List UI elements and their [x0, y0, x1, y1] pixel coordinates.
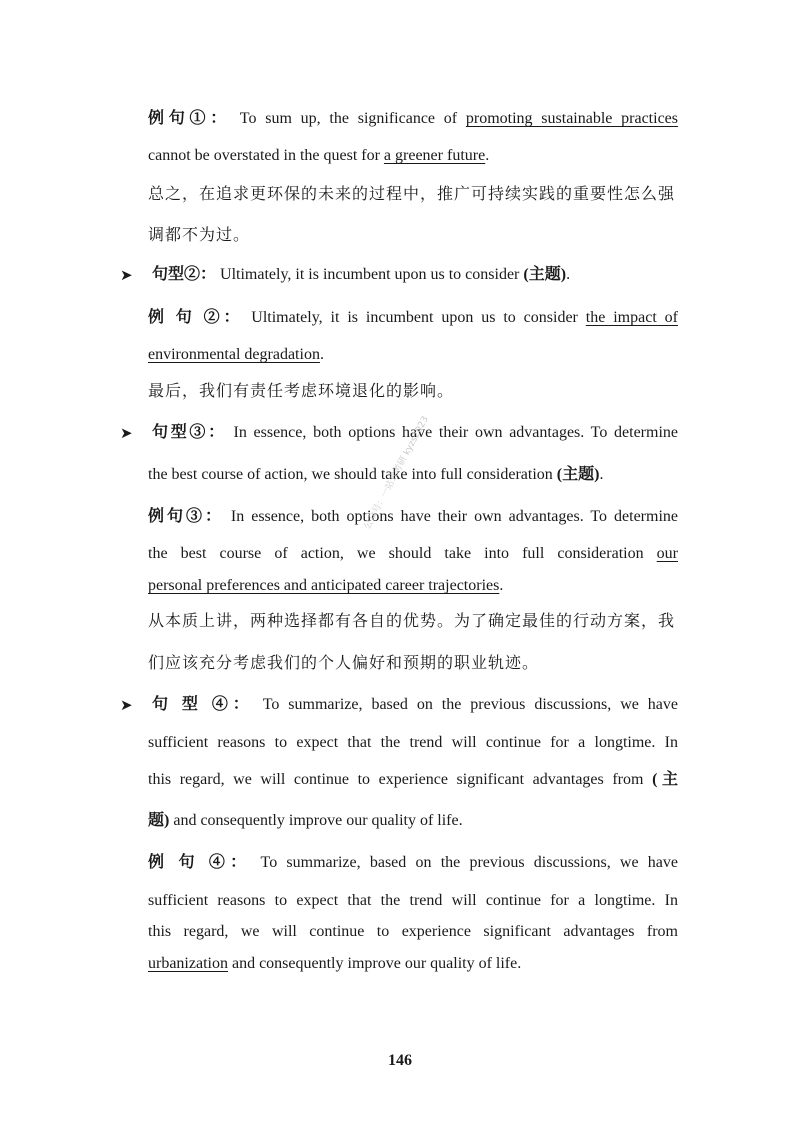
underlined-phrase: urbanization	[148, 955, 228, 972]
example-1-line-1: 例句①： To sum up, the significance of promoting sustainable practices	[148, 110, 679, 127]
bullet-arrow-icon: ➤	[120, 266, 133, 284]
example-4-line-2: sufficient reasons to expect that the trend will continue for a longtime. In	[148, 892, 678, 909]
underlined-phrase: promoting sustainable practices	[465, 110, 679, 127]
pattern-4-label: 句 型 ④：	[152, 696, 254, 713]
underlined-phrase: a greener future	[383, 147, 486, 164]
example-2-line-2: environmental degradation.	[148, 346, 324, 363]
example-1-translation-2: 调都不为过。	[148, 225, 251, 244]
pattern-4-line-2: sufficient reasons to expect that the trend will continue for a longtime. In	[148, 734, 678, 751]
example-2-line-1: 例 句 ②： Ultimately, it is incumbent upon us to consider the impact of	[148, 309, 678, 326]
bullet-arrow-icon: ➤	[120, 424, 133, 442]
example-1-label: 例句①：	[148, 110, 232, 127]
pattern-3-line-2: the best course of action, we should take into full consideration (主题).	[148, 466, 604, 483]
pattern-4-line-3: this regard, we will continue to experience significant advantages from (主	[148, 771, 678, 788]
pattern-3-line-1: 句型③： In essence, both options have their own advantages. To determine	[152, 424, 678, 441]
example-4-line-3: this regard, we will continue to experience significant advantages from	[148, 923, 678, 940]
example-3-translation-1: 从本质上讲，两种选择都有各自的优势。为了确定最佳的行动方案，我	[148, 611, 676, 630]
pattern-3-label: 句型③：	[152, 424, 227, 441]
watermark: 公众号：一站式考研 kyzs2023	[362, 414, 431, 532]
topic-placeholder: (主题)	[556, 466, 600, 483]
example-1-line-2: cannot be overstated in the quest for a greener future.	[148, 147, 490, 164]
example-4-label: 例 句 ④：	[148, 854, 252, 871]
underlined-phrase: the impact of	[585, 309, 678, 326]
pattern-4-line-4: 题) and consequently improve our quality of life.	[148, 812, 463, 829]
pattern-4-line-1: 句 型 ④： To summarize, based on the previous discussions, we have	[152, 696, 678, 713]
pattern-2-line-1: 句型②： Ultimately, it is incumbent upon us to consider (主题).	[152, 266, 571, 283]
example-1-translation-1: 总之，在追求更环保的未来的过程中，推广可持续实践的重要性怎么强	[148, 184, 676, 203]
example-4-line-4: urbanization and consequently improve our quality of life.	[148, 955, 522, 972]
pattern-2-label: 句型②：	[152, 266, 217, 283]
underlined-phrase: personal preferences and anticipated career trajectories	[148, 577, 500, 594]
example-3-label: 例句③：	[148, 508, 224, 525]
example-3-line-3: personal preferences and anticipated career trajectories.	[148, 577, 504, 594]
page-number: 146	[388, 1052, 412, 1069]
example-2-label: 例 句 ②：	[148, 309, 244, 326]
example-3-line-2: the best course of action, we should take into full consideration our	[148, 545, 678, 562]
example-3-translation-2: 们应该充分考虑我们的个人偏好和预期的职业轨迹。	[148, 653, 540, 672]
topic-placeholder: 题)	[148, 812, 170, 829]
underlined-phrase: environmental degradation	[148, 346, 320, 363]
bullet-arrow-icon: ➤	[120, 696, 133, 714]
example-4-line-1: 例 句 ④： To summarize, based on the previous discussions, we have	[148, 854, 678, 871]
topic-placeholder: (主	[652, 771, 678, 788]
example-3-line-1: 例句③： In essence, both options have their own advantages. To determine	[148, 508, 678, 525]
example-2-translation-1: 最后，我们有责任考虑环境退化的影响。	[148, 381, 455, 400]
topic-placeholder: (主题)	[523, 266, 567, 283]
underlined-phrase: our	[656, 545, 678, 562]
